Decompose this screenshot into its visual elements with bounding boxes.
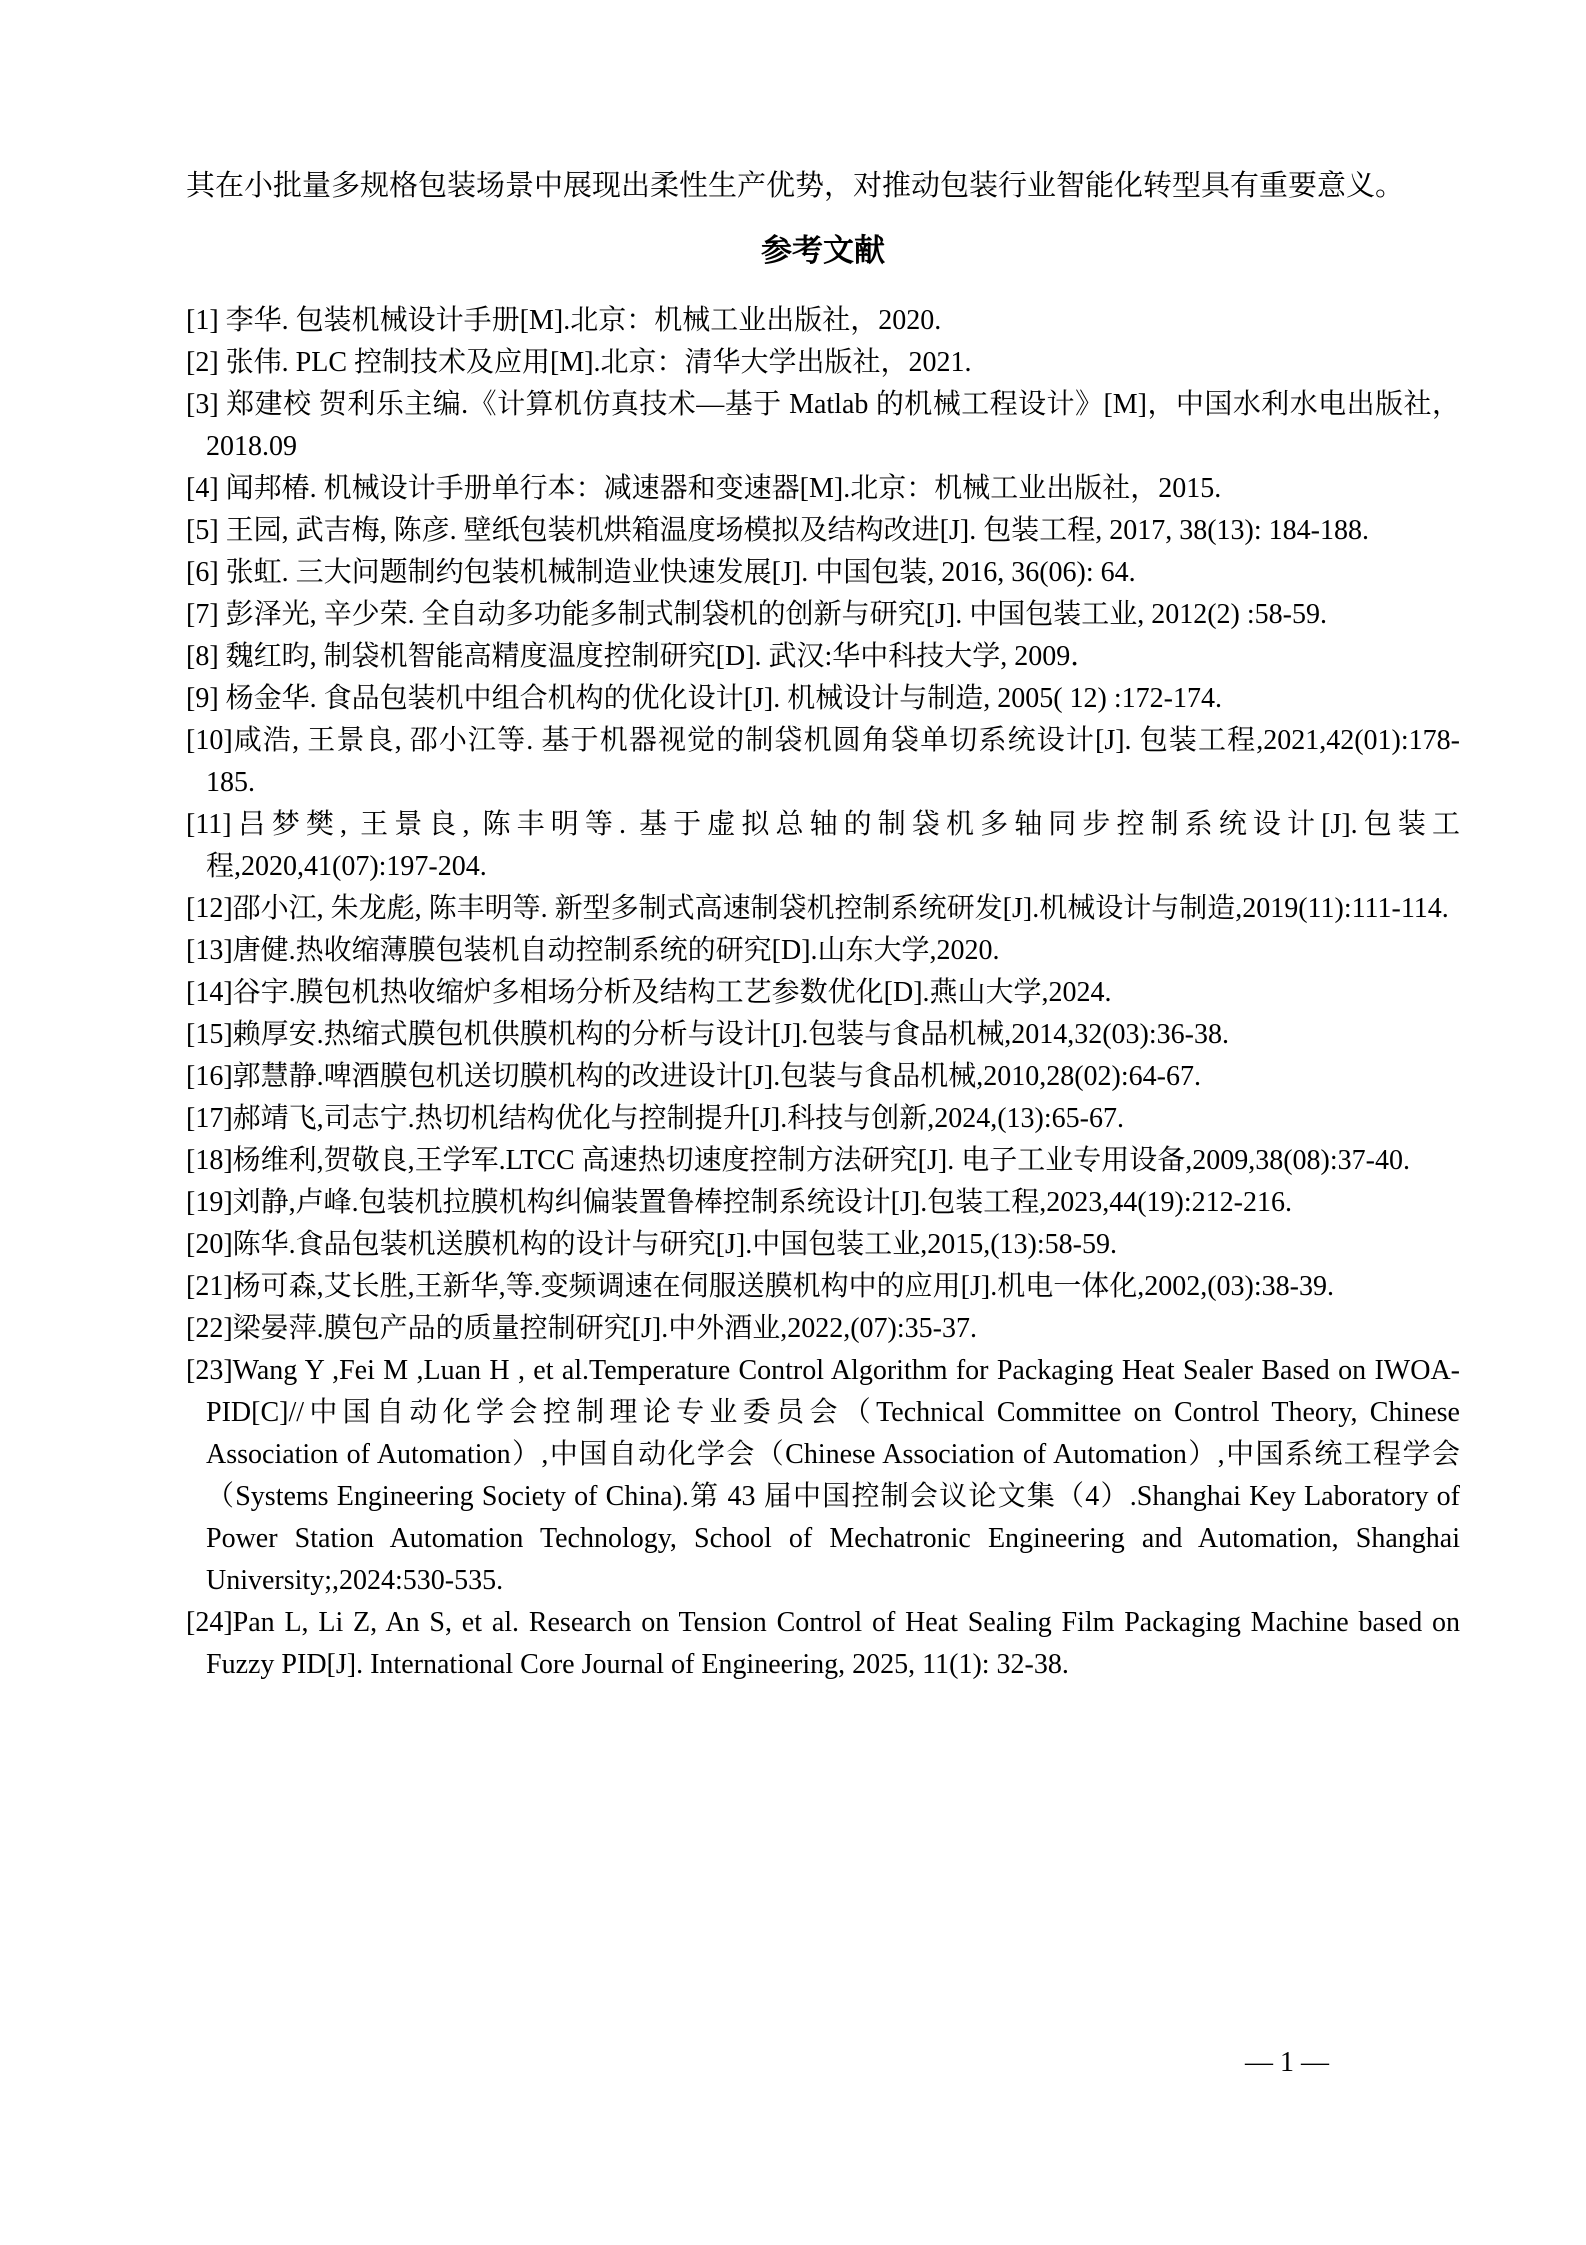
reference-text: 谷宇.膜包机热收缩炉多相场分析及结构工艺参数优化[D].燕山大学,2024. — [232, 977, 1112, 1008]
reference-label: [19] — [186, 1187, 233, 1218]
reference-label: [7] — [186, 599, 219, 630]
reference-item — [186, 300, 1460, 342]
reference-label: [9] — [186, 683, 219, 714]
reference-text: 郑建校 贺利乐主编.《计算机仿真技术—基于 Matlab 的机械工程设计》[M]，中国水利水电出版社，2018.09 — [206, 389, 1460, 462]
reference-label: [11] — [186, 809, 232, 840]
reference-text: Wang Y ,Fei M ,Luan H , et al.Temperature Control Algorithm for Packaging Heat Sealer Based on IWOA-PID[C]//中国自动化学会控制理论专业委员会（Technical Committee on Control Theory, Chinese Association of Automation）,中国自动化学会（Chinese Association of Automation）,中国系统工程学会（Systems Engineering Society of China).第 43 届中国控制会议论文集（4）.Shanghai Key Laboratory of Power Station Automation Technology, School of Mechatronic Engineering and Automation, Shanghai University;,2024:530-535. — [206, 1355, 1460, 1596]
reference-label: [4] — [186, 473, 219, 504]
reference-label: [5] — [186, 515, 219, 546]
reference-item — [186, 930, 1460, 972]
reference-item — [186, 1056, 1460, 1098]
references-heading: 参考文献 — [761, 233, 885, 268]
reference-text: 张伟. PLC 控制技术及应用[M].北京：清华大学出版社，2021. — [218, 347, 972, 378]
intro-paragraph: 其在小批量多规格包装场景中展现出柔性生产优势，对推动包装行业智能化转型具有重要意义。 — [186, 170, 1405, 202]
reference-item — [186, 1266, 1460, 1308]
reference-item — [186, 888, 1460, 930]
reference-label: [8] — [186, 641, 219, 672]
reference-text: 咸浩, 王景良, 邵小江等. 基于机器视觉的制袋机圆角袋单切系统设计[J]. 包装工程,2021,42(01):178-185. — [206, 725, 1460, 798]
reference-item — [186, 510, 1460, 552]
reference-text: 邵小江, 朱龙彪, 陈丰明等. 新型多制式高速制袋机控制系统研发[J].机械设计与制造,2019(11):111-114. — [232, 893, 1449, 924]
reference-label: [22] — [186, 1313, 233, 1344]
reference-label: [14] — [186, 977, 233, 1008]
reference-text: 王园, 武吉梅, 陈彦. 壁纸包装机烘箱温度场模拟及结构改进[J]. 包装工程, 2017, 38(13): 184-188. — [218, 515, 1369, 546]
reference-label: [13] — [186, 935, 233, 966]
reference-text: 唐健.热收缩薄膜包装机自动控制系统的研究[D].山东大学,2020. — [232, 935, 1000, 966]
reference-item — [186, 720, 1460, 804]
reference-text: 李华. 包装机械设计手册[M].北京：机械工业出版社，2020. — [218, 305, 942, 336]
reference-item — [186, 594, 1460, 636]
reference-text: Pan L, Li Z, An S, et al. Research on Tension Control of Heat Sealing Film Packaging Machine based on Fuzzy PID[J]. International Core Journal of Engineering, 2025, 11(1): 32-38. — [206, 1607, 1460, 1680]
reference-text: 杨金华. 食品包装机中组合机构的优化设计[J]. 机械设计与制造, 2005( 12) :172-174. — [218, 683, 1222, 714]
reference-text: 陈华.食品包装机送膜机构的设计与研究[J].中国包装工业,2015,(13):58-59. — [232, 1229, 1117, 1260]
reference-label: [1] — [186, 305, 219, 336]
reference-label: [17] — [186, 1103, 233, 1134]
reference-label: [12] — [186, 893, 233, 924]
reference-label: [3] — [186, 389, 219, 420]
references-list — [186, 300, 1460, 1686]
reference-text: 刘静,卢峰.包装机拉膜机构纠偏装置鲁棒控制系统设计[J].包装工程,2023,44(19):212-216. — [232, 1187, 1292, 1218]
reference-label: [23] — [186, 1355, 233, 1386]
reference-label: [20] — [186, 1229, 233, 1260]
reference-item — [186, 1602, 1460, 1686]
reference-text: 郝靖飞,司志宁.热切机结构优化与控制提升[J].科技与创新,2024,(13):65-67. — [232, 1103, 1124, 1134]
reference-label: [6] — [186, 557, 219, 588]
reference-item — [186, 552, 1460, 594]
reference-item — [186, 1224, 1460, 1266]
reference-item — [186, 972, 1460, 1014]
reference-item — [186, 678, 1460, 720]
reference-item — [186, 1182, 1460, 1224]
reference-item — [186, 636, 1460, 678]
reference-item — [186, 468, 1460, 510]
reference-label: [16] — [186, 1061, 233, 1092]
page-number: — 1 — — [1245, 2047, 1329, 2078]
reference-item — [186, 384, 1460, 468]
reference-item — [186, 1098, 1460, 1140]
reference-item — [186, 1014, 1460, 1056]
reference-text: 杨可森,艾长胜,王新华,等.变频调速在伺服送膜机构中的应用[J].机电一体化,2002,(03):38-39. — [232, 1271, 1334, 1302]
reference-label: [21] — [186, 1271, 233, 1302]
reference-text: 梁晏萍.膜包产品的质量控制研究[J].中外酒业,2022,(07):35-37. — [232, 1313, 977, 1344]
reference-text: 赖厚安.热缩式膜包机供膜机构的分析与设计[J].包装与食品机械,2014,32(03):36-38. — [232, 1019, 1229, 1050]
reference-item — [186, 1308, 1460, 1350]
reference-text: 魏红昀, 制袋机智能高精度温度控制研究[D]. 武汉:华中科技大学, 2009． — [218, 641, 1099, 672]
reference-text: 张虹. 三大问题制约包装机械制造业快速发展[J]. 中国包装, 2016, 36(06): 64. — [218, 557, 1136, 588]
reference-label: [24] — [186, 1607, 233, 1638]
reference-text: 闻邦椿. 机械设计手册单行本：减速器和变速器[M].北京：机械工业出版社，2015. — [218, 473, 1222, 504]
reference-text: 彭泽光, 辛少荣. 全自动多功能多制式制袋机的创新与研究[J]. 中国包装工业, 2012(2) :58-59. — [218, 599, 1327, 630]
reference-item — [186, 342, 1460, 384]
reference-label: [10] — [186, 725, 233, 756]
reference-item — [186, 1350, 1460, 1602]
page-content — [186, 165, 1460, 1686]
reference-label: [2] — [186, 347, 219, 378]
reference-item — [186, 804, 1460, 888]
reference-text: 吕梦樊, 王景良, 陈丰明等. 基于虚拟总轴的制袋机多轴同步控制系统设计[J].包装工程,2020,41(07):197-204. — [206, 809, 1460, 882]
reference-item — [186, 1140, 1460, 1182]
reference-text: 郭慧静.啤酒膜包机送切膜机构的改进设计[J].包装与食品机械,2010,28(02):64-67. — [232, 1061, 1201, 1092]
reference-label: [15] — [186, 1019, 233, 1050]
reference-label: [18] — [186, 1145, 233, 1176]
reference-text: 杨维利,贺敬良,王学军.LTCC 高速热切速度控制方法研究[J]. 电子工业专用设备,2009,38(08):37-40. — [232, 1145, 1410, 1176]
